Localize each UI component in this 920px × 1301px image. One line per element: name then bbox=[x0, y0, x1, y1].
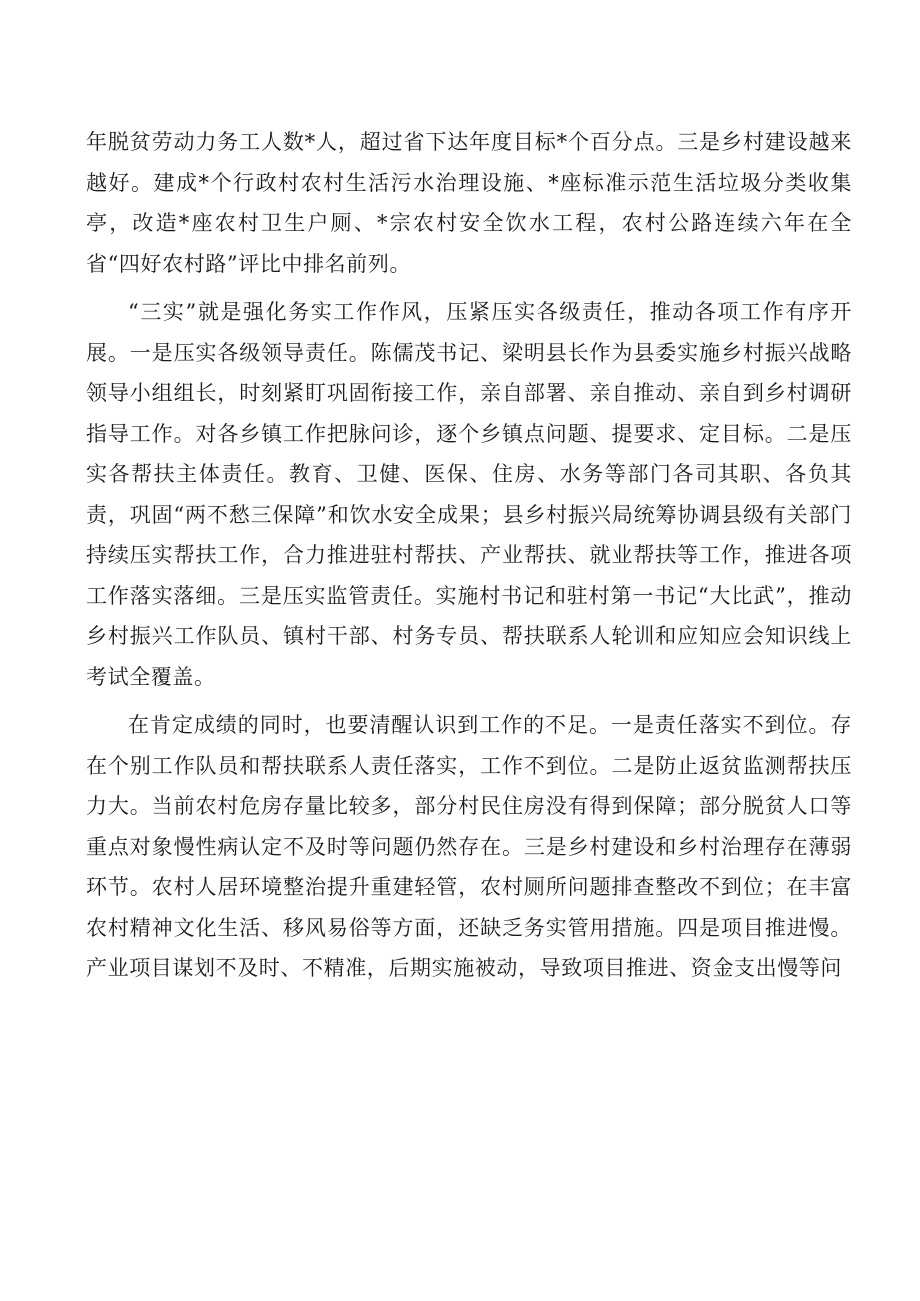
paragraph-2: “三实”就是强化务实工作作风，压紧压实各级责任，推动各项工作有序开展。一是压实各级领导责任。陈儒茂书记、梁明县长作为县委实施乡村振兴战略领导小组组长，时刻紧盯巩固衔接工作，亲自部署、亲自推动、亲自到乡村调研指导工作。对各乡镇工作把脉问诊，逐个乡镇点问题、提要求、定目标。二是压实各帮扶主体责任。教育、卫健、医保、住房、水务等部门各司其职、各负其责，巩固“两不愁三保障”和饮水安全成果；县乡村振兴局统筹协调县级有关部门持续压实帮扶工作，合力推进驻村帮扶、产业帮扶、就业帮扶等工作，推进各项工作落实落细。三是压实监管责任。实施村书记和驻村第一书记“大比武”，推动乡村振兴工作队员、镇村干部、村务专员、帮扶联系人轮训和应知应会知识线上考试全覆盖。 bbox=[86, 300, 852, 689]
paragraph-3: 在肯定成绩的同时，也要清醒认识到工作的不足。一是责任落实不到位。存在个别工作队员和帮扶联系人责任落实，工作不到位。二是防止返贫监测帮扶压力大。当前农村危房存量比较多，部分村民住房没有得到保障；部分脱贫人口等重点对象慢性病认定不及时等问题仍然存在。三是乡村建设和乡村治理存在薄弱环节。农村人居环境整治提升重建轻管，农村厕所问题排查整改不到位；在丰富农村精神文化生活、移风易俗等方面，还缺乏务实管用措施。四是项目推进慢。产业项目谋划不及时、不精准，后期实施被动，导致项目推进、资金支出慢等问 bbox=[86, 713, 852, 980]
document-body bbox=[86, 122, 852, 997]
paragraph-1: 年脱贫劳动力务工人数*人，超过省下达年度目标*个百分点。三是乡村建设越来越好。建成*个行政村农村生活污水治理设施、*座标准示范生活垃圾分类收集亭，改造*座农村卫生户厕、*宗农村安全饮水工程，农村公路连续六年在全省“四好农村路”评比中排名前列。 bbox=[86, 130, 852, 276]
